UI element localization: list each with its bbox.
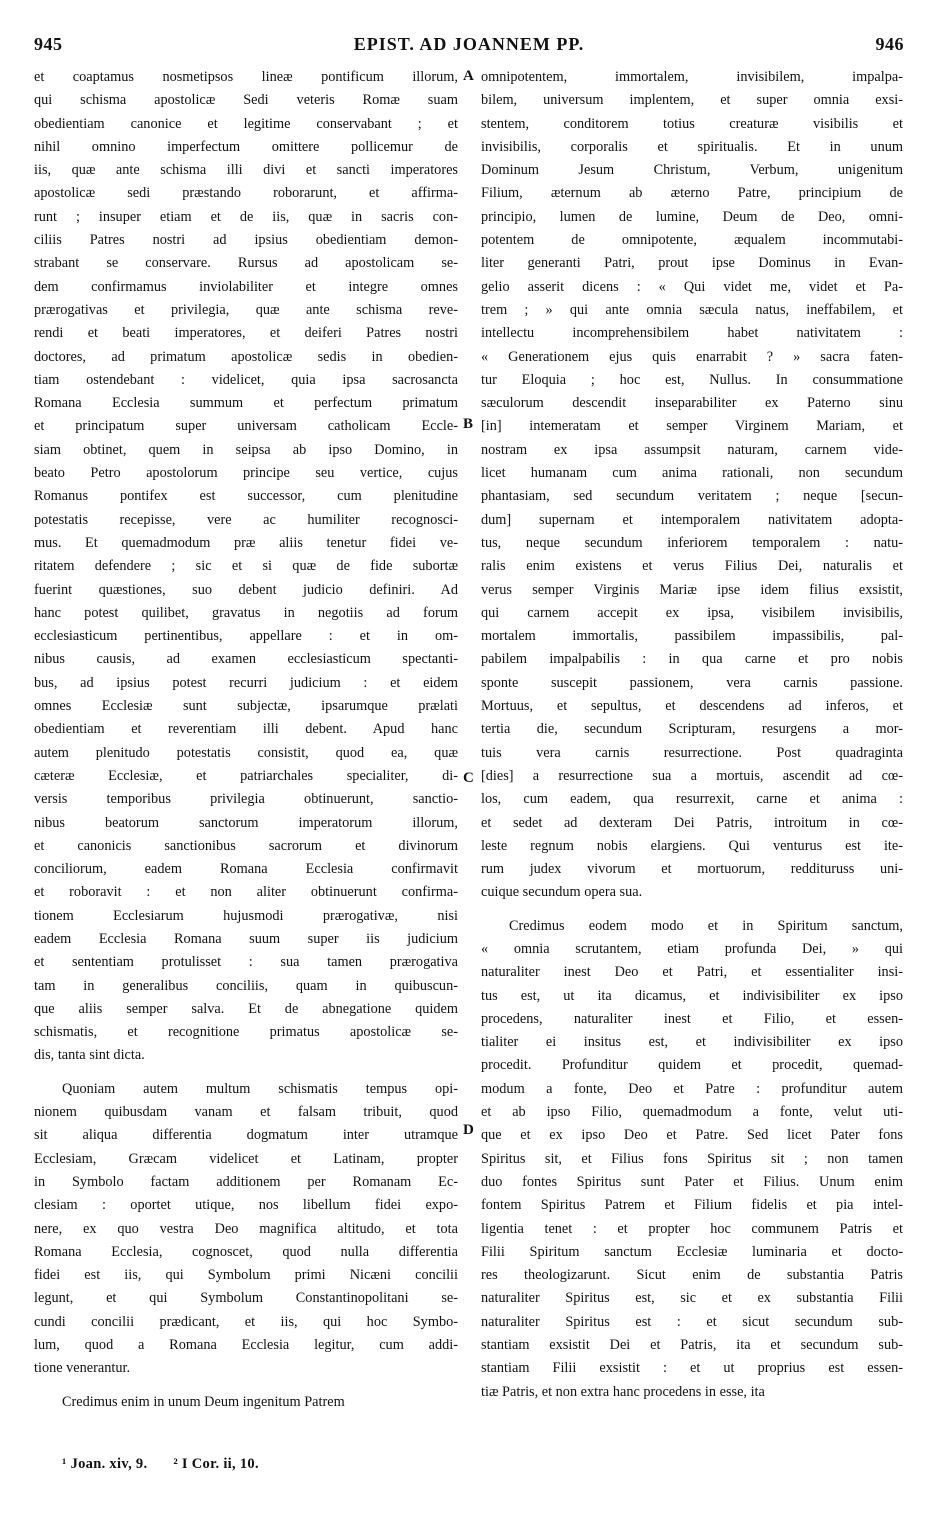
text-line: los, cum eadem, qua resurrexit, carne et anima : [481, 791, 903, 808]
text-line: nihil omnino imperfectum omittere pollicemur de [34, 138, 458, 155]
text-line: stentem, conditorem totius creaturæ visibilis et [481, 115, 903, 132]
text-line: ligentia tenet : et propter hoc communem Patris et [481, 1220, 903, 1237]
running-title: EPIST. AD JOANNEM PP. [353, 34, 585, 54]
margin-marker-b: B [463, 416, 474, 432]
text-line: procedit. Profunditur quidem et procedit, quemad- [481, 1057, 903, 1074]
text-line: beato Petro apostolorum principe seu vertice, cujus [34, 465, 458, 482]
margin-marker-d: D [463, 1122, 474, 1138]
text-line: principio, lumen de lumine, Deum de Deo, omni- [481, 208, 903, 225]
page-number-right: 946 [875, 34, 904, 54]
text-line: liter generanti Patri, prout ipse Dominus in Evan- [481, 255, 903, 272]
text-line: Credimus enim in unum Deum ingenitum Patrem [62, 1393, 345, 1410]
text-line: sit aliqua differentia dogmatum inter utramque [34, 1127, 458, 1144]
text-line: et sedet ad dexteram Dei Patris, introitum in cœ- [481, 814, 903, 831]
paragraph-gap [34, 1381, 458, 1391]
text-line: Credimus eodem modo et in Spiritum sanctum, [509, 917, 903, 934]
text-line: tam in generalibus conciliis, quam in quibuscun- [34, 977, 458, 994]
text-line: ciliis Patres nostri ad ipsius obedientiam demon- [34, 232, 458, 249]
text-line: nibus causis, ad examen ecclesiasticum spectanti- [34, 651, 458, 668]
text-line: tertia die, secundum Scripturam, resurgens a mor- [481, 721, 903, 738]
text-line: mus. Et quemadmodum præ aliis tenetur fidei ve- [34, 534, 458, 551]
text-line: pabilem impalpabilis : in qua carne et pro nobis [481, 651, 903, 668]
text-line: nibus beatorum sanctorum imperatorum illorum, [34, 814, 458, 831]
text-line: et sententiam protulisset : sua tamen prærogativa [34, 954, 458, 971]
running-header [34, 34, 904, 60]
text-line: verus semper Virginis Mariæ ipse idem filius exsistit, [481, 581, 903, 598]
text-line: nostram ex ipsa assumpsit naturam, carnem vide- [481, 441, 903, 458]
text-line: que et ex ipso Deo et Patre. Sed licet Pater fons [481, 1127, 903, 1144]
text-line: fontem Spiritus Patrem et Filium fidelis et pia intel- [481, 1197, 903, 1214]
text-line: stantiam Filii exsistit : et ut proprius est essen- [481, 1360, 903, 1377]
text-line: et principatum super universam catholicam Eccle- [34, 418, 458, 435]
text-line: nere, ex quo vestra Deo magnifica altitudo, et tota [34, 1220, 458, 1237]
text-line: conciliorum, eadem Romana Ecclesia confirmavit [34, 861, 458, 878]
text-line: eadem Ecclesia Romana suum super iis judicium [34, 930, 458, 947]
text-line: Filium, æternum ab æterno Patre, principium de [481, 185, 903, 202]
text-line: tione venerantur. [34, 1360, 131, 1377]
text-line: duo fontes Spiritus sunt Pater et Filius. Unum enim [481, 1173, 903, 1190]
text-line: doctores, ad primatum apostolicæ sedis in obedien- [34, 348, 458, 365]
text-line: Spiritus sit, et Filius fons Spiritus sit ; non tamen [481, 1150, 903, 1167]
text-line: sæculorum descendit inseparabiliter ex Paterno sinu [481, 395, 903, 412]
text-line: Romana Ecclesia, cognoscet, quod nulla differentia [34, 1243, 458, 1260]
text-line: legunt, et qui Symbolum Constantinopolitani se- [34, 1290, 458, 1307]
text-line: runt ; insuper etiam et de iis, quæ in sacris con- [34, 208, 458, 225]
text-line: tionem Ecclesiarum hujusmodi prærogativæ, nisi [34, 907, 458, 924]
text-line: dis, tanta sint dicta. [34, 1047, 145, 1064]
paragraph-gap [481, 905, 903, 915]
text-line: Quoniam autem multum schismatis tempus opi- [62, 1080, 458, 1097]
text-line: tuis vera carnis resurrectione. Post quadraginta [481, 744, 903, 761]
text-line: omnipotentem, immortalem, invisibilem, impalpa- [481, 69, 903, 85]
margin-marker-c: C [463, 770, 474, 786]
text-line: et coaptamus nosmetipsos lineæ pontificum illorum, [34, 69, 458, 85]
text-line: dum] supernam et intemporalem nativitatem adopta- [481, 511, 903, 528]
text-line: Mortuus, et sepultus, et descendens ad inferos, et [481, 698, 903, 715]
text-line: ralis enim existens et verus Filius Dei, naturalis et [481, 558, 903, 575]
text-line: phantasiam, sed secundum veritatem ; neque [secun- [481, 488, 903, 505]
text-line: prærogativas et privilegia, quæ ante schisma reve- [34, 301, 458, 318]
text-line: rendi et beati imperatores, et deiferi Patres nostri [34, 325, 458, 342]
text-line: potestatis recepisse, vere ac humiliter recognosci- [34, 511, 458, 528]
text-line: procedens, naturaliter inest et Filio, et essen- [481, 1010, 903, 1027]
text-line: dem confirmamus inviolabiliter et integre omnes [34, 278, 458, 295]
text-line: intellectu incomprehensibilem habet nativitatem : [481, 325, 903, 342]
paragraph-gap [34, 1068, 458, 1078]
text-line: ecclesiasticum pertinentibus, appellare : et in om- [34, 628, 458, 645]
text-line: qui schisma apostolicæ Sedi veteris Romæ suam [34, 92, 458, 109]
text-line: clesiam : oportet utique, nos libellum fidei expo- [34, 1197, 458, 1214]
text-line: apostolicæ sedi præstando roborarunt, et affirma- [34, 185, 458, 202]
text-line: fidei est iis, qui Symbolum primi Nicæni concilii [34, 1267, 458, 1284]
text-line: licet humanam cum anima rationali, non secundum [481, 465, 903, 482]
right-column [481, 66, 903, 1404]
text-line: stantiam exsistit Dei et Patris, ita et secundum sub- [481, 1337, 903, 1354]
text-line: leste regnum nobis elargiens. Qui venturus est ite- [481, 837, 903, 854]
text-line: tur Eloquia ; hoc est, Nullus. In consummatione [481, 371, 903, 388]
text-line: et ab ipso Filio, quemadmodum a fonte, velut uti- [481, 1104, 903, 1121]
text-line: tialiter ei insitus est, et indivisibiliter ex ipso [481, 1034, 903, 1051]
text-line: fuerint quæstiones, suo debent judicio definiri. Ad [34, 581, 458, 598]
text-line: potentem de omnipotente, æqualem incommutabi- [481, 232, 903, 249]
text-line: Dominum Jesum Christum, Verbum, unigenitum [481, 162, 903, 179]
text-line: tiam ostendebant : videlicet, quia ipsa sacrosancta [34, 371, 458, 388]
text-line: res theologizarunt. Sicut enim de substantia Patris [481, 1267, 903, 1284]
text-line: Ecclesiam, Græcam videlicet et Latinam, propter [34, 1150, 458, 1167]
text-line: siam obtinet, quem in seipsa ab ipso Domino, in [34, 441, 458, 458]
text-line: « omnia scrutantem, etiam profunda Dei, » qui [481, 940, 903, 957]
text-line: in Symbolo factam additionem per Romanam Ec- [34, 1173, 458, 1190]
text-line: et canonicis sanctionibus sacrorum et divinorum [34, 837, 458, 854]
text-line: schismatis, et recognitione primatus apostolicæ se- [34, 1024, 458, 1041]
footnote: ² I Cor. ii, 10. [173, 1456, 259, 1472]
left-column [34, 66, 458, 1414]
page-number-left: 945 [34, 34, 63, 54]
text-line: Romanus pontifex est successor, cum plenitudine [34, 488, 458, 505]
text-line: hanc potest quilibet, gravatus in negotiis ad forum [34, 604, 458, 621]
text-line: omnes Ecclesiæ sunt subjectæ, ipsarumque prælati [34, 698, 458, 715]
text-line: obedientiam canonice et legitime conservabant ; et [34, 115, 458, 132]
text-line: cundi concilii prædicant, et iis, qui hoc Symbo- [34, 1313, 458, 1330]
text-line: gelio asserit dicens : « Qui videt me, videt et Pa- [481, 278, 903, 295]
text-line: tus, neque secundum inferiorem temporalem : natu- [481, 534, 903, 551]
text-line: « Generationem ejus quis enarrabit ? » sacra faten- [481, 348, 903, 365]
text-line: versis temporibus privilegia obtinuerunt, sanctio- [34, 791, 458, 808]
margin-marker-a: A [463, 68, 474, 84]
text-line: tus est, ut ita dicamus, et indivisibiliter ex ipso [481, 987, 903, 1004]
text-line: tiæ Patris, et non extra hanc procedens in esse, ita [481, 1383, 765, 1400]
text-line: bus, ad ipsius potest recurri judicium : et eidem [34, 674, 458, 691]
text-line: [in] intemeratam et semper Virginem Mariam, et [481, 418, 903, 435]
text-line: rum judex vivorum et mortuorum, reddituruss uni- [481, 861, 903, 878]
text-line: naturaliter Spiritus est, sic et ex substantia Filii [481, 1290, 903, 1307]
text-line: trem ; » qui ante omnia sæcula natus, ineffabilem, et [481, 301, 903, 318]
text-line: strabant se conservare. Rursus ad apostolicam se- [34, 255, 458, 272]
text-line: bilem, universum implentem, et super omnia exsi- [481, 92, 903, 109]
text-line: autem plenitudo potestatis consistit, quod ea, quæ [34, 744, 458, 761]
text-line: lum, quod a Romana Ecclesia legitur, cum addi- [34, 1337, 458, 1354]
text-line: iis, quæ ante schisma illi divi et sancti imperatores [34, 162, 458, 179]
text-line: obedientiam et reverentiam illi debent. Apud hanc [34, 721, 458, 738]
text-line: modum a fonte, Deo et Patre : profunditur autem [481, 1080, 903, 1097]
text-line: naturaliter inest Deo et Patri, et essentialiter insi- [481, 964, 903, 981]
footnote: ¹ Joan. xiv, 9. [62, 1456, 148, 1472]
text-line: naturaliter Spiritus est : et sicut secundum sub- [481, 1313, 903, 1330]
text-line: ritatem defendere ; sic et si quæ de fide subortæ [34, 558, 458, 575]
text-line: Romana Ecclesia summum et perfectum primatum [34, 395, 458, 412]
text-line: qui carnem accepit ex ipsa, visibilem invisibilis, [481, 604, 903, 621]
text-line: invisibilis, corporalis et spiritualis. Et in unum [481, 138, 903, 155]
footnotes [62, 1456, 281, 1473]
text-line: nionem quibusdam vanam et falsam tribuit, quod [34, 1104, 458, 1121]
text-line: et roboravit : et non aliter obtinuerunt confirma- [34, 884, 458, 901]
text-line: que aliis semper salva. Et de abnegatione quidem [34, 1000, 458, 1017]
text-line: mortalem immortalis, passibilem impassibilis, pal- [481, 628, 903, 645]
text-line: sponte suscepit passionem, vera carnis passione. [481, 674, 903, 691]
text-line: Filii Spiritum sanctum Ecclesiæ luminaria et docto- [481, 1243, 903, 1260]
text-line: cuique secundum opera sua. [481, 884, 643, 901]
text-line: cæteræ Ecclesiæ, et patriarchales specialiter, di- [34, 767, 458, 784]
text-line: [dies] a resurrectione sua a mortuis, ascendit ad cœ- [481, 767, 903, 784]
